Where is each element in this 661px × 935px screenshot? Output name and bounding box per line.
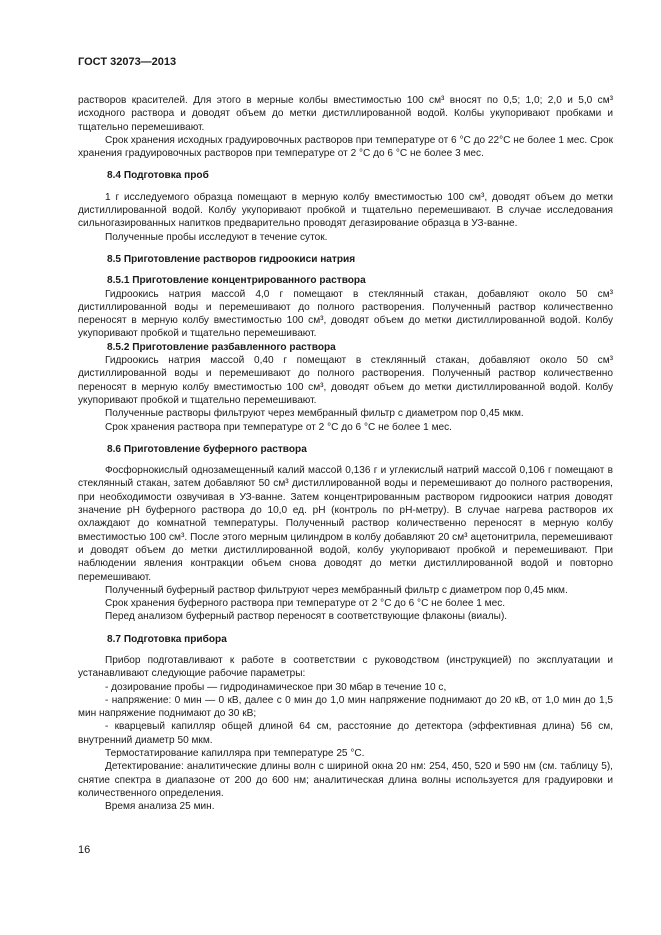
section-heading-8-4: 8.4 Подготовка проб xyxy=(107,170,209,182)
paragraph: 1 г исследуемого образца помещают в мерную колбу вместимостью 100 см³, доводят объем до метки дистиллированной водой. Колбу укупоривают пробкой и тщательно перемешивают. В случае исследования сильногазированных напитков предварительно проводят дегазирование образца в УЗ-ванне. xyxy=(78,191,613,230)
paragraph: Срок хранения исходных градуировочных растворов при температуре от 6 °С до 22°С не более 1 мес. Срок хранения градуировочных растворов при температуре от 2 °С до 6 °С не более 3 мес. xyxy=(78,134,613,160)
document-header: ГОСТ 32073—2013 xyxy=(78,56,177,68)
paragraph: Срок хранения буферного раствора при температуре от 2 °С до 6 °С не более 1 мес. xyxy=(105,598,506,610)
list-item: - дозирование пробы — гидродинамическое при 30 мбар в течение 10 с, xyxy=(105,681,447,693)
paragraph: Перед анализом буферный раствор переносят в соответствующие флаконы (виалы). xyxy=(105,611,508,623)
paragraph: Прибор подготавливают к работе в соответствии с руководством (инструкцией) по эксплуатации и устанавливают следующие рабочие параметры: xyxy=(78,654,613,680)
page-number: 16 xyxy=(78,844,91,856)
list-item: - напряжение: 0 мин — 0 кВ, далее с 0 мин до 1,0 мин напряжение поднимают до 20 кВ, от 1,0 мин до 1,5 мин напряжение поднимают до 30 кВ; xyxy=(78,694,613,720)
document-body xyxy=(78,94,613,814)
subsection-heading-8-5-2: 8.5.2 Приготовление разбавленного раствора xyxy=(107,341,336,353)
section-heading-8-6: 8.6 Приготовление буферного раствора xyxy=(107,443,307,455)
paragraph: Полученный буферный раствор фильтруют через мембранный фильтр с диаметром пор 0,45 мкм. xyxy=(105,584,568,596)
paragraph: Детектирование: аналитические длины волн с шириной окна 20 нм: 254, 450, 520 и 590 нм (см. таблицу 5), снятие спектра в диапазоне от 200 до 600 нм; аналитическая длина волны используется для градуировки и количественного определения. xyxy=(78,761,613,799)
paragraph: Полученные пробы исследуют в течение суток. xyxy=(105,231,328,243)
paragraph: Фосфорнокислый однозамещенный калий массой 0,136 г и углекислый натрий массой 0,106 г помещают в стеклянный стакан, затем добавляют 50 см³ дистиллированной воды и перемешивают до полного растворения, при необходимости озвучивая в УЗ-ванне. Затем концентрированным раствором гидроокиси натрия доводят значение рН буферного раствора до 10,0 ед. рН (контроль по рН-метру). В случае нагрева растворов их охлаждают до комнатной температуры. Полученный раствор количественно переносят в мерную колбу вместимостью 100 см³. После этого мерным цилиндром в колбу добавляют 20 см³ ацетонитрила, перемешивают и доводят объем до метки дистиллированной водой, колбу укупоривают пробкой и перемешивают. При наблюдении явления контракции объем снова доводят до метки дистиллированной водой и повторно перемешивают. xyxy=(78,465,613,583)
paragraph: Гидроокись натрия массой 4,0 г помещают в стеклянный стакан, добавляют около 50 см³ дистиллированной воды и перемешивают до полного растворения. Полученный раствор количественно переносят в мерную колбу вместимостью 100 см³, доводят объем до метки дистиллированной водой. Колбу укупоривают пробкой и тщательно перемешивают. xyxy=(78,288,613,340)
paragraph: Полученные растворы фильтруют через мембранный фильтр с диаметром пор 0,45 мкм. xyxy=(105,408,524,420)
paragraph: Срок хранения раствора при температуре от 2 °С до 6 °С не более 1 мес. xyxy=(105,421,452,433)
list-item: - кварцевый капилляр общей длиной 64 см, расстояние до детектора (эффективная длина) 56 см, внутренний диаметр 50 мкм. xyxy=(78,721,613,746)
paragraph: Термостатирование капилляра при температуре 25 °С. xyxy=(105,748,365,760)
section-heading-8-5: 8.5 Приготовление растворов гидроокиси натрия xyxy=(107,253,356,265)
paragraph: Гидроокись натрия массой 0,40 г помещают в стеклянный стакан, добавляют около 50 см³ дистиллированной воды и перемешивают до полного растворения. Полученный раствор количественно переносят в мерную колбу вместимостью 100 см³, доводят объем до метки дистиллированной водой. Колбу укупоривают пробкой и тщательно перемешивают. xyxy=(78,355,613,406)
paragraph: Время анализа 25 мин. xyxy=(105,801,215,813)
section-heading-8-7: 8.7 Подготовка прибора xyxy=(107,633,227,645)
paragraph: растворов красителей. Для этого в мерные колбы вместимостью 100 см³ вносят по 0,5; 1,0; 2,0 и 5,0 см³ исходного раствора и доводят объем до метки дистиллированной водой. Колбы укупоривают пробками и тщательно перемешивают. xyxy=(78,95,613,133)
subsection-heading-8-5-1: 8.5.1 Приготовление концентрированного раствора xyxy=(107,275,366,287)
